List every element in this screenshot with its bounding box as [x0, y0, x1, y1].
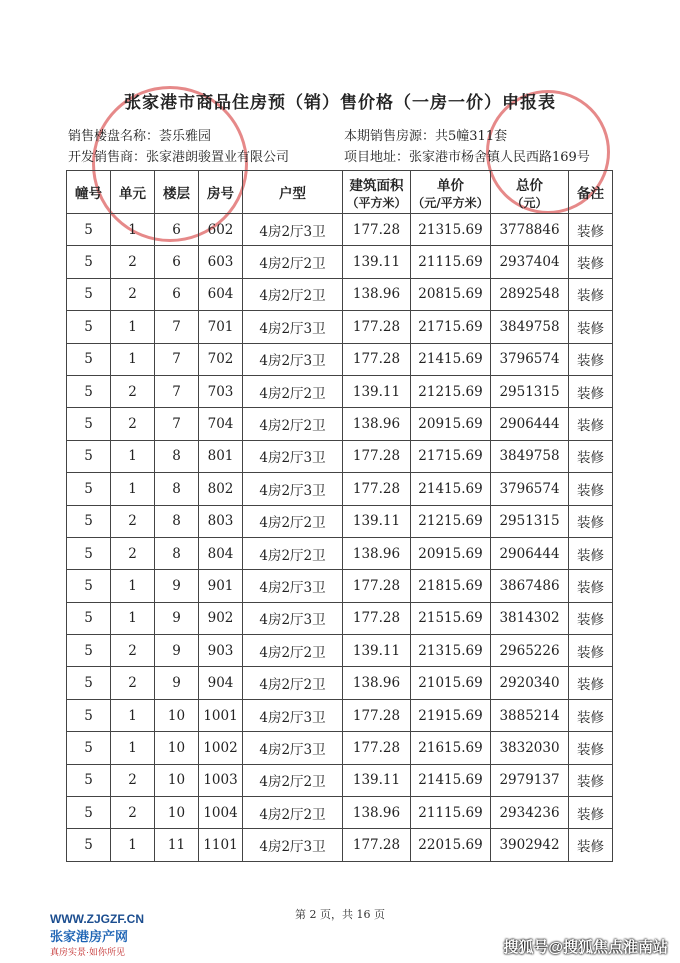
table-row [67, 797, 613, 829]
cell-unit: 1 [111, 311, 155, 343]
cell-room: 1101 [199, 829, 243, 861]
cell-total: 2965226 [491, 635, 569, 667]
cell-price: 21215.69 [411, 375, 491, 407]
table-row [67, 375, 613, 407]
cell-layout: 4房2厅3卫 [243, 440, 343, 472]
cell-floor: 10 [155, 764, 199, 796]
cell-total: 2979137 [491, 764, 569, 796]
header-total-unit: （元） [511, 195, 548, 210]
logo-name: 张家港房产网 [50, 929, 129, 944]
table-row [67, 829, 613, 861]
cell-building: 5 [67, 375, 111, 407]
cell-layout: 4房2厅3卫 [243, 214, 343, 246]
header-price-unit: （元/平方米） [412, 195, 489, 210]
cell-room: 1001 [199, 699, 243, 731]
cell-price: 21715.69 [411, 440, 491, 472]
cell-note: 装修 [569, 797, 613, 829]
cell-note: 装修 [569, 473, 613, 505]
cell-note: 装修 [569, 764, 613, 796]
cell-price: 22015.69 [411, 829, 491, 861]
cell-building: 5 [67, 408, 111, 440]
cell-total: 3796574 [491, 343, 569, 375]
cell-layout: 4房2厅2卫 [243, 246, 343, 278]
table-row [67, 570, 613, 602]
header-unit: 单元 [111, 171, 155, 214]
site-logo [50, 912, 144, 958]
sales-units-row [344, 125, 507, 144]
developer-value: 张家港朗骏置业有限公司 [146, 150, 290, 165]
cell-area: 138.96 [343, 278, 411, 310]
cell-floor: 8 [155, 505, 199, 537]
cell-area: 177.28 [343, 602, 411, 634]
cell-area: 177.28 [343, 570, 411, 602]
cell-price: 21915.69 [411, 699, 491, 731]
cell-building: 5 [67, 505, 111, 537]
cell-layout: 4房2厅2卫 [243, 797, 343, 829]
cell-building: 5 [67, 278, 111, 310]
cell-note: 装修 [569, 246, 613, 278]
cell-unit: 1 [111, 440, 155, 472]
cell-layout: 4房2厅3卫 [243, 473, 343, 505]
table-row [67, 667, 613, 699]
cell-area: 138.96 [343, 667, 411, 699]
cell-note: 装修 [569, 829, 613, 861]
cell-total: 2951315 [491, 375, 569, 407]
address-label: 项目地址： [344, 150, 410, 165]
price-table [66, 170, 613, 862]
cell-price: 21815.69 [411, 570, 491, 602]
cell-unit: 2 [111, 505, 155, 537]
cell-unit: 1 [111, 473, 155, 505]
cell-note: 装修 [569, 408, 613, 440]
cell-layout: 4房2厅2卫 [243, 505, 343, 537]
table-row [67, 732, 613, 764]
cell-layout: 4房2厅2卫 [243, 764, 343, 796]
cell-total: 3849758 [491, 311, 569, 343]
address-value: 张家港市杨舍镇人民西路169号 [409, 150, 590, 165]
logo-url: WWW.ZJGZF.CN [50, 912, 144, 926]
cell-building: 5 [67, 246, 111, 278]
table-header-row [67, 171, 613, 214]
cell-note: 装修 [569, 699, 613, 731]
cell-total: 2906444 [491, 408, 569, 440]
cell-room: 1002 [199, 732, 243, 764]
cell-floor: 9 [155, 602, 199, 634]
cell-note: 装修 [569, 667, 613, 699]
table-row [67, 214, 613, 246]
cell-room: 901 [199, 570, 243, 602]
cell-price: 20915.69 [411, 537, 491, 569]
cell-total: 3778846 [491, 214, 569, 246]
cell-total: 3885214 [491, 699, 569, 731]
cell-building: 5 [67, 829, 111, 861]
cell-area: 139.11 [343, 764, 411, 796]
cell-area: 177.28 [343, 699, 411, 731]
header-room: 房号 [199, 171, 243, 214]
cell-layout: 4房2厅2卫 [243, 635, 343, 667]
cell-price: 21115.69 [411, 246, 491, 278]
cell-area: 138.96 [343, 797, 411, 829]
cell-layout: 4房2厅3卫 [243, 343, 343, 375]
cell-floor: 6 [155, 246, 199, 278]
table-row [67, 246, 613, 278]
cell-layout: 4房2厅3卫 [243, 602, 343, 634]
cell-price: 21415.69 [411, 473, 491, 505]
cell-building: 5 [67, 732, 111, 764]
cell-building: 5 [67, 343, 111, 375]
cell-floor: 6 [155, 278, 199, 310]
cell-room: 802 [199, 473, 243, 505]
cell-building: 5 [67, 473, 111, 505]
cell-building: 5 [67, 602, 111, 634]
cell-total: 3796574 [491, 473, 569, 505]
cell-room: 804 [199, 537, 243, 569]
cell-note: 装修 [569, 278, 613, 310]
document-title: 张家港市商品住房预（销）售价格（一房一价）申报表 [124, 93, 556, 113]
cell-note: 装修 [569, 537, 613, 569]
cell-note: 装修 [569, 375, 613, 407]
cell-unit: 2 [111, 246, 155, 278]
header-total-label: 总价 [516, 177, 543, 194]
cell-area: 177.28 [343, 732, 411, 764]
developer-label: 开发销售商： [68, 150, 147, 165]
header-area-label: 建筑面积 [349, 177, 404, 194]
cell-note: 装修 [569, 343, 613, 375]
table-row [67, 473, 613, 505]
cell-floor: 8 [155, 473, 199, 505]
cell-layout: 4房2厅2卫 [243, 375, 343, 407]
table-body [67, 214, 613, 862]
logo-slogan: 真房实景·如你所见 [50, 947, 125, 957]
cell-area: 177.28 [343, 473, 411, 505]
table-row [67, 699, 613, 731]
cell-room: 902 [199, 602, 243, 634]
header-area [343, 171, 411, 214]
cell-price: 21615.69 [411, 732, 491, 764]
cell-floor: 9 [155, 635, 199, 667]
cell-building: 5 [67, 797, 111, 829]
header-building: 幢号 [67, 171, 111, 214]
cell-unit: 2 [111, 375, 155, 407]
cell-price: 21415.69 [411, 343, 491, 375]
cell-unit: 2 [111, 537, 155, 569]
cell-floor: 8 [155, 440, 199, 472]
page-number: 第 2 页，共 16 页 [295, 908, 385, 921]
cell-total: 2934236 [491, 797, 569, 829]
table-row [67, 505, 613, 537]
cell-floor: 7 [155, 343, 199, 375]
cell-area: 139.11 [343, 635, 411, 667]
cell-unit: 2 [111, 635, 155, 667]
address-row [344, 146, 590, 165]
header-floor: 楼层 [155, 171, 199, 214]
cell-note: 装修 [569, 602, 613, 634]
cell-unit: 2 [111, 408, 155, 440]
cell-room: 702 [199, 343, 243, 375]
cell-price: 21215.69 [411, 505, 491, 537]
cell-floor: 8 [155, 537, 199, 569]
cell-total: 2892548 [491, 278, 569, 310]
cell-area: 138.96 [343, 408, 411, 440]
cell-unit: 2 [111, 278, 155, 310]
cell-area: 177.28 [343, 311, 411, 343]
cell-floor: 10 [155, 699, 199, 731]
developer-row [68, 146, 289, 165]
cell-unit: 2 [111, 797, 155, 829]
cell-total: 3867486 [491, 570, 569, 602]
cell-building: 5 [67, 570, 111, 602]
cell-price: 21015.69 [411, 667, 491, 699]
cell-layout: 4房2厅2卫 [243, 667, 343, 699]
cell-floor: 9 [155, 667, 199, 699]
table-row [67, 602, 613, 634]
table-row [67, 311, 613, 343]
cell-floor: 11 [155, 829, 199, 861]
cell-price: 20815.69 [411, 278, 491, 310]
cell-room: 701 [199, 311, 243, 343]
cell-total: 2951315 [491, 505, 569, 537]
cell-price: 20915.69 [411, 408, 491, 440]
sales-units-label: 本期销售房源： [344, 129, 436, 144]
cell-note: 装修 [569, 570, 613, 602]
cell-room: 704 [199, 408, 243, 440]
cell-area: 177.28 [343, 343, 411, 375]
cell-floor: 10 [155, 797, 199, 829]
cell-area: 139.11 [343, 246, 411, 278]
header-note: 备注 [569, 171, 613, 214]
table-row [67, 278, 613, 310]
header-price [411, 171, 491, 214]
project-name-label: 销售楼盘名称： [68, 129, 160, 144]
cell-floor: 6 [155, 214, 199, 246]
cell-room: 1003 [199, 764, 243, 796]
cell-room: 803 [199, 505, 243, 537]
cell-room: 602 [199, 214, 243, 246]
cell-layout: 4房2厅3卫 [243, 570, 343, 602]
project-name-row [68, 125, 211, 144]
cell-price: 21315.69 [411, 635, 491, 667]
table-row [67, 537, 613, 569]
cell-building: 5 [67, 764, 111, 796]
header-total [491, 171, 569, 214]
cell-total: 3832030 [491, 732, 569, 764]
cell-total: 3849758 [491, 440, 569, 472]
cell-price: 21315.69 [411, 214, 491, 246]
cell-unit: 1 [111, 214, 155, 246]
cell-total: 3814302 [491, 602, 569, 634]
cell-unit: 1 [111, 699, 155, 731]
cell-note: 装修 [569, 505, 613, 537]
table-row [67, 764, 613, 796]
cell-floor: 7 [155, 375, 199, 407]
cell-layout: 4房2厅2卫 [243, 408, 343, 440]
cell-unit: 1 [111, 343, 155, 375]
cell-note: 装修 [569, 440, 613, 472]
cell-layout: 4房2厅2卫 [243, 537, 343, 569]
watermark-text: 搜狐号@搜狐焦点淮南站 [503, 939, 668, 956]
cell-building: 5 [67, 667, 111, 699]
cell-room: 801 [199, 440, 243, 472]
cell-room: 603 [199, 246, 243, 278]
table-row [67, 408, 613, 440]
cell-note: 装修 [569, 214, 613, 246]
cell-building: 5 [67, 440, 111, 472]
header-price-label: 单价 [437, 177, 464, 194]
cell-note: 装修 [569, 635, 613, 667]
cell-area: 139.11 [343, 505, 411, 537]
cell-price: 21415.69 [411, 764, 491, 796]
cell-room: 1004 [199, 797, 243, 829]
cell-total: 2920340 [491, 667, 569, 699]
project-name-value: 荟乐雅园 [159, 129, 212, 144]
cell-total: 2937404 [491, 246, 569, 278]
cell-building: 5 [67, 635, 111, 667]
cell-unit: 1 [111, 570, 155, 602]
cell-floor: 7 [155, 311, 199, 343]
cell-building: 5 [67, 699, 111, 731]
cell-room: 703 [199, 375, 243, 407]
cell-room: 903 [199, 635, 243, 667]
cell-price: 21115.69 [411, 797, 491, 829]
cell-room: 904 [199, 667, 243, 699]
cell-building: 5 [67, 537, 111, 569]
cell-price: 21515.69 [411, 602, 491, 634]
cell-note: 装修 [569, 311, 613, 343]
cell-price: 21715.69 [411, 311, 491, 343]
cell-floor: 9 [155, 570, 199, 602]
cell-area: 177.28 [343, 829, 411, 861]
cell-unit: 1 [111, 829, 155, 861]
header-layout: 户型 [243, 171, 343, 214]
cell-unit: 2 [111, 764, 155, 796]
sales-units-value: 共5幢311套 [435, 129, 508, 144]
cell-layout: 4房2厅3卫 [243, 311, 343, 343]
cell-layout: 4房2厅3卫 [243, 699, 343, 731]
cell-area: 177.28 [343, 214, 411, 246]
cell-total: 3902942 [491, 829, 569, 861]
cell-room: 604 [199, 278, 243, 310]
cell-building: 5 [67, 214, 111, 246]
cell-floor: 10 [155, 732, 199, 764]
table-row [67, 440, 613, 472]
cell-floor: 7 [155, 408, 199, 440]
header-area-unit: （平方米） [346, 195, 407, 210]
cell-unit: 2 [111, 667, 155, 699]
cell-total: 2906444 [491, 537, 569, 569]
cell-area: 139.11 [343, 375, 411, 407]
cell-area: 177.28 [343, 440, 411, 472]
cell-area: 138.96 [343, 537, 411, 569]
cell-layout: 4房2厅3卫 [243, 829, 343, 861]
cell-layout: 4房2厅3卫 [243, 732, 343, 764]
table-row [67, 343, 613, 375]
cell-note: 装修 [569, 732, 613, 764]
cell-unit: 1 [111, 602, 155, 634]
cell-layout: 4房2厅2卫 [243, 278, 343, 310]
table-row [67, 635, 613, 667]
cell-building: 5 [67, 311, 111, 343]
cell-unit: 1 [111, 732, 155, 764]
